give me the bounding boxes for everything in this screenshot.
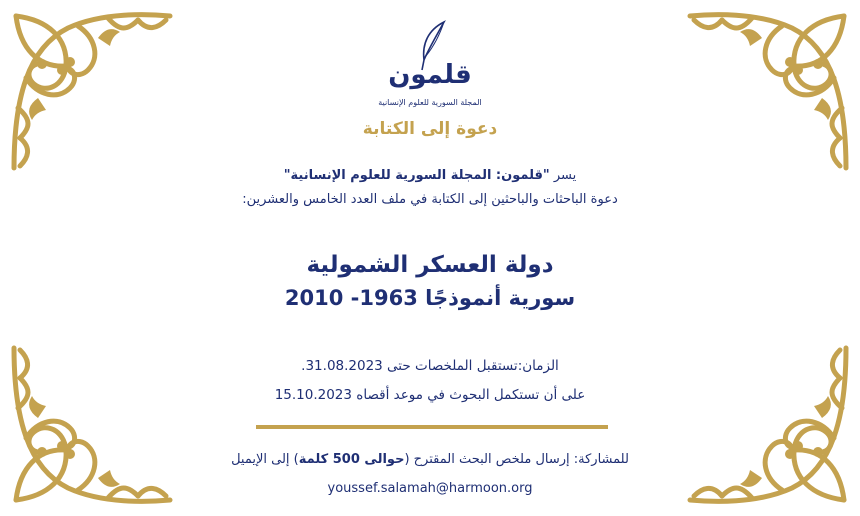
participation-suffix: ) إلى الإيميل xyxy=(231,452,299,467)
corner-ornament-top-right xyxy=(682,8,852,178)
journal-name: "قلمون: المجلة السورية للعلوم الإنسانية" xyxy=(283,168,550,183)
abstract-deadline: الزمان:تستقبل الملخصات حتى 31.08.2023. xyxy=(301,358,559,374)
intro-line-1 xyxy=(0,168,860,183)
topic-subtitle: سورية أنموذجًا 1963- 2010 xyxy=(284,286,576,310)
corner-ornament-top-left xyxy=(8,8,178,178)
intro-prefix: يسر xyxy=(549,168,577,183)
topic-title: دولة العسكر الشمولية xyxy=(306,252,554,278)
logo-subtitle: المجلة السورية للعلوم الإنسانية xyxy=(378,98,482,107)
contact-email[interactable]: youssef.salamah@harmoon.org xyxy=(327,481,533,496)
journal-logo xyxy=(372,20,488,106)
participation-line xyxy=(0,452,860,467)
ornament-icon xyxy=(8,8,178,178)
paper-deadline: على أن تستكمل البحوث في موعد أقصاه 15.10.2023 xyxy=(274,387,586,403)
logo-name: قلمون xyxy=(388,60,472,90)
invitation-heading: دعوة إلى الكتابة xyxy=(362,119,498,139)
intro-line-2: دعوة الباحثات والباحثين إلى الكتابة في ملف العدد الخامس والعشرين: xyxy=(242,192,618,207)
ornament-icon xyxy=(682,8,852,178)
divider xyxy=(256,425,608,429)
word-count: حوالى 500 كلمة xyxy=(298,452,405,467)
participation-prefix: للمشاركة: إرسال ملخص البحث المقترح ( xyxy=(404,452,629,467)
